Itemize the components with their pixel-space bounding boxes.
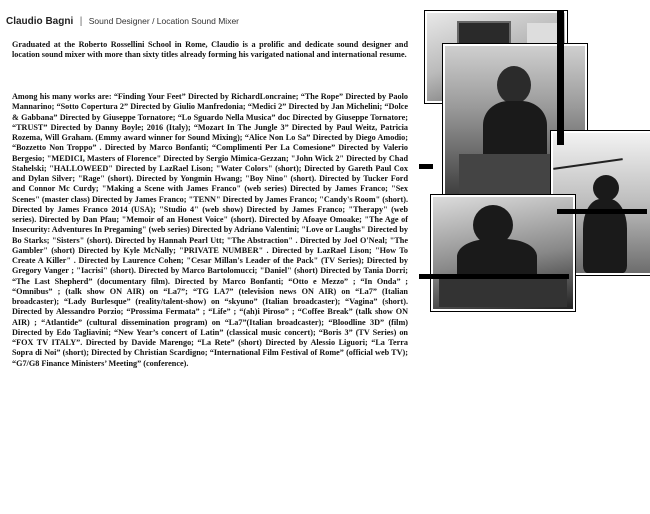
header [6, 11, 239, 29]
film-strip-vertical [557, 10, 564, 145]
bio-intro [12, 40, 408, 70]
photo-collage [419, 11, 650, 331]
header-separator: | [79, 16, 83, 27]
film-strip-bottom [419, 274, 569, 279]
person-name: Claudio Bagni [6, 16, 74, 27]
film-strip-right [557, 209, 647, 214]
person-role: Sound Designer / Location Sound Mixer [88, 16, 240, 26]
bio-intro-text: Graduated at the Roberto Rossellini School in Rome, Claudio is a prolific and dedicate sound designer and location sound mixer with more than sixty titles already forming his varigated national and international resume. [12, 40, 408, 60]
film-strip-left [419, 164, 433, 169]
photo-mixing-desk [431, 195, 575, 311]
credits-paragraph: Among his many works are: “Finding Your Feet” Directed by RichardLoncraine; “The Rope” Directed by Paolo Mannarino; “Sotto Copertura 2” Directed by Giulio Manfredonia; “Medici 2” Directed by Jan Michelini; “Dolce & Gabbana” Directed by Giuseppe Tornatore; “Lo Sguardo Nella Musica” doc Directed by Giuseppe Tornatore; “TRUST” Directed by Danny Boyle; 2016 (Italy); “Mozart In The Jungle 3” Directed by Paul Weitz, Patricia Rozema, Will Graham. (Emmy award winner for Sound Mixing); “Alice Non Lo Sa” Directed by Diego Amodio; “Bozzetto Non Troppo” . Directed by Marco Bonfanti; “Complimenti Per La Comesione” Directed by Valerio Bergesio; "MEDICI, Masters of Florence" Directed by Sergio Mimica-Gezzan; "John Wick 2" Directed by Chad Stahelski; "HALLOWEED" Directed by LazRael Lison; "Water Colors" (short); Directed by Gareth Paul Cox and Dylan Silver; "Rage" (short). Directed by Yongmin Hwang; "Boy Nino" (short). Directed by Tucker Ford and Connor Mc Curdy; "Making a Scene with James Franco" (web series) Directed by James Franco; "Sex Scenes" (master class) Directed by James Franco; "TENN" Directed by James Franco; "Candy's Room" (short). Directed by James Franco 2014 (USA); "Studio 4" (web show) Directed by James Franco; "Therapy" (web series). Directed by Dan Pfau; "Memoir of an Honest Voice" (short). Directed by Afoaye Omoake; "The Age of Insecurity: Adventures In Pregaming" (web series) Directed by Adriano Valentini; "Love or Laughs" Directed by Bo Starks; "Sisters" (short). Directed by Hannah Pearl Utt; "The Abstraction" . Directed by Joel O'Neal; "The Gambler" (short) Directed by Kyle McNally; "PRIVATE NUMBER" . Directed by LazRael Lison; "How To Create A Killer" . Directed by Laurence Cohen; "Cesar Millan's Leader of the Pack" (TV Series); Directed by Gregory Vanger ; "Iacrisi" (short). Directed by Marco Bartolomucci; "Daniel" (short) Directed by Tania Dorri; “The Last Shepherd” (documentary film). Directed by Marco Bonfanti; “Otto e Mezzo” ; “In Onda” ; “Omnibus” ; (talk show ON AIR) on “La7”; “TG LA7” (television news ON AIR) on “La7” (Italian broadcaster); “Lady Burlesque” (reality/talent-show) on “skyuno” (Italian broadcaster); “Vagina” (short). Directed by Alessandro Porzio; “Prossima Fermata” ; “Life” ; “(ah)i Piroso” ; “Coffee Break” (talk show ON AIR) ; “Atlantide” (cultural dissemination program) on “La7”(Italian broadcaster); “Bloodline 3D” (film) Directed by Edo Tagliavini; “New Year’s concert of Latin” (classical music concert); “Boris 3” (TV Series) on “FOX TV ITALY”. Directed by Davide Marengo; “La Rete” (short) Directed by Alessio Liguori; “La Terra Sopra di Noi” (short); Directed by Christian Scardigno; “International Film Festival of Rome” (official web TV); “G7/G8 Finance Ministers’ Meeting” (conference). [12, 92, 408, 368]
